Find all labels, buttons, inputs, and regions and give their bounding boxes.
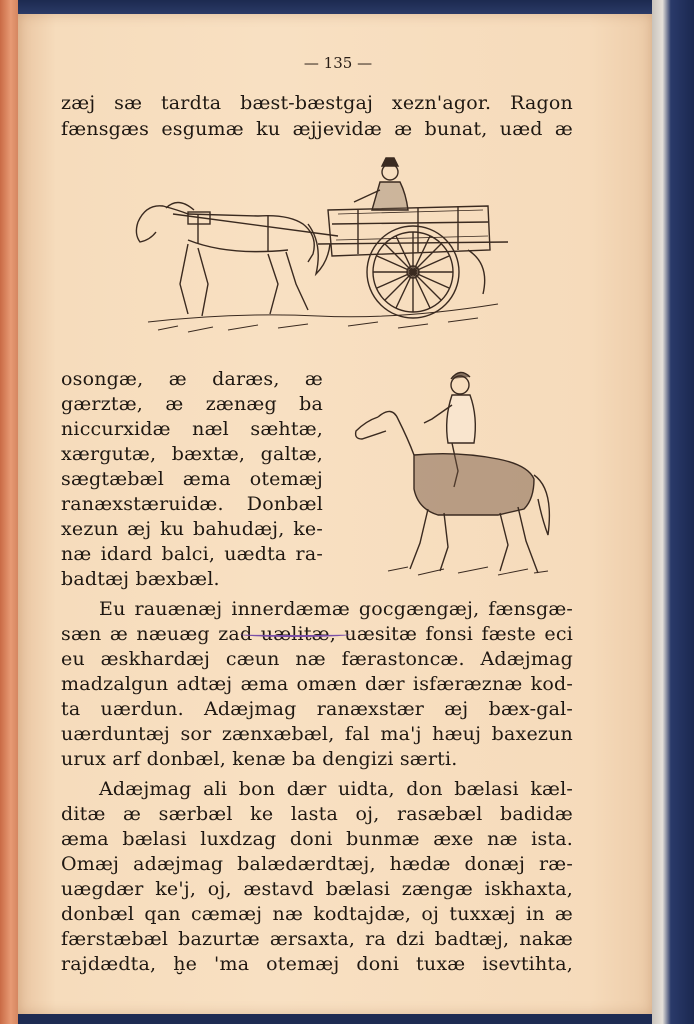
text-line: sæn æ næuæg zad uælitæ, uæsitæ fonsi fæste eci bbox=[61, 623, 573, 645]
text-line: ta uærdun. Adæjmag ranæxstær æj bæx-gal- bbox=[61, 698, 573, 720]
text-line: uægdær ke'j, oj, æstavd bælasi zængæ iskhaxta, bbox=[61, 878, 573, 900]
text-line: uærduntæj sor zænxæbæl, fal ma'j hæuj baxezun bbox=[61, 723, 573, 745]
pen-underline-mark bbox=[240, 632, 350, 637]
text-line: Adæjmag ali bon dær uidta, don bælasi kæl- bbox=[99, 778, 573, 800]
text-line: gærztæ, æ zænæg ba bbox=[61, 393, 323, 415]
text-line: Eu rauænæj innerdæmæ gocgængæj, fænsgæ- bbox=[99, 598, 573, 620]
text-line: badtæj bæxbæl. bbox=[61, 568, 220, 590]
text-line: sægtæbæl æma otemæj bbox=[61, 468, 323, 490]
text-line: næ idard balci, uædta ra- bbox=[61, 543, 323, 565]
text-line: rajdædta, ḫe 'ma otemæj doni tuxæ isevtihta, bbox=[61, 953, 573, 975]
book-spine-edge bbox=[0, 0, 18, 1024]
text-line: færstæbæl bazurtæ ærsaxta, ra dzi badtæj, nakæ bbox=[61, 928, 573, 950]
text-line: madzalgun adtæj æma omæn dær isfæræznæ kod- bbox=[61, 673, 573, 695]
text-line: xezun æj ku bahudæj, ke- bbox=[61, 518, 323, 540]
book-cover-edge bbox=[652, 0, 694, 1024]
text-line: osongæ, æ daræs, æ bbox=[61, 368, 323, 390]
text-line: Omæj adæjmag balædærdtæj, hædæ donæj ræ- bbox=[61, 853, 573, 875]
boy-riding-horse-illustration bbox=[348, 359, 558, 584]
text-line: zæj sæ tardta bæst-bæstgaj xezn'agor. Ragon bbox=[61, 92, 573, 114]
horse-drawn-cart-illustration bbox=[118, 144, 518, 344]
page-number: — 135 — bbox=[303, 54, 373, 72]
text-line: donbæl qan cæmæj næ kodtajdæ, oj tuxxæj in æ bbox=[61, 903, 573, 925]
text-line: ranæxstæruidæ. Donbæl bbox=[61, 493, 323, 515]
text-line: fænsgæs esgumæ ku æjjevidæ æ bunat, uæd æ bbox=[61, 118, 573, 140]
book-page bbox=[18, 14, 652, 1014]
text-line: ditæ æ særbæl ke lasta oj, rasæbæl badidæ bbox=[61, 803, 573, 825]
book-cover-top bbox=[0, 0, 694, 14]
text-line: eu æskhardæj cæun næ færastoncæ. Adæjmag bbox=[61, 648, 573, 670]
text-line: æma bælasi luxdzag doni bunmæ æxe næ ista. bbox=[61, 828, 573, 850]
text-line: urux arf donbæl, kenæ ba dengizi særti. bbox=[61, 748, 458, 770]
text-line: niccurxidæ næl sæhtæ, bbox=[61, 418, 323, 440]
text-line: xærgutæ, bæxtæ, galtæ, bbox=[61, 443, 323, 465]
